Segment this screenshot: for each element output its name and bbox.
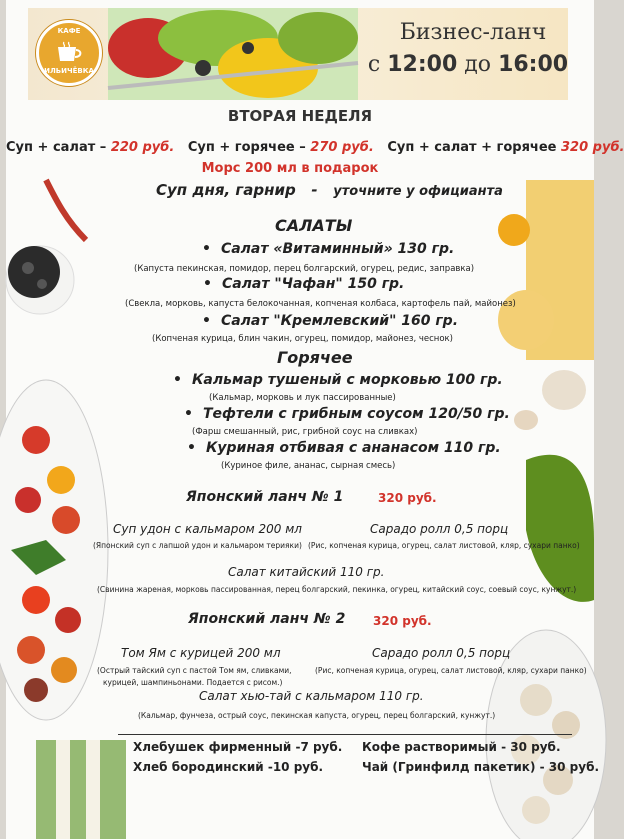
hot-desc-1: (Кальмар, морковь и лук пассированные) <box>209 393 396 403</box>
logo-top-text: КАФЕ <box>57 27 81 35</box>
extra-item-1: Хлебушек фирменный -7 руб. <box>133 740 343 754</box>
extra-item-2: Кофе растворимый - 30 руб. <box>362 740 561 754</box>
banner-time <box>353 52 583 77</box>
soup-dash: - <box>311 181 318 199</box>
extra-item-4: Чай (Гринфилд пакетик) - 30 руб. <box>362 760 599 774</box>
japan2-right-desc: (Рис, копченая курица, огурец, салат листовой, кляр, сухари панко) <box>315 666 587 675</box>
salad-item-2: • Салат "Чафан" 150 гр. <box>203 276 404 292</box>
hot-item-2: • Тефтели с грибным соусом 120/50 гр. <box>184 406 510 422</box>
price-value-3: 320 руб. <box>561 140 624 155</box>
soup-label: Суп дня, гарнир <box>156 181 296 199</box>
logo-bottom-text: ИЛЬИЧЁВКА <box>44 67 94 75</box>
coffee-cup-icon <box>55 41 83 63</box>
japan2-left-desc-1: (Острый тайский суп с пастой Том ям, сливками, <box>97 666 292 675</box>
soup-hint: уточните у официанта <box>333 184 503 199</box>
hot-desc-2: (Фарш смешанный, рис, грибной соус на сливках) <box>192 427 418 437</box>
japan1-center-name: Салат китайский 110 гр. <box>228 565 385 579</box>
price-label-1: Суп + салат – <box>6 140 107 155</box>
japan2-left-desc-2: курицей, шампиньонами. Подается с рисом.) <box>103 678 283 687</box>
price-label-2: Суп + горячее – <box>187 140 306 155</box>
japan2-center-desc: (Кальмар, фунчеза, острый соус, пекинская капуста, огурец, перец болгарский, кунжут.) <box>138 711 496 720</box>
price-label-3: Суп + салат + горячее <box>387 140 557 155</box>
japan1-price: 320 руб. <box>378 491 437 505</box>
hot-item-3: • Куриная отбивая с ананасом 110 гр. <box>187 440 501 456</box>
japan2-price: 320 руб. <box>373 614 432 628</box>
gift-text: Морс 200 мл в подарок <box>201 161 379 176</box>
time-from: 12:00 <box>387 52 458 77</box>
divider-line <box>118 734 572 735</box>
japan1-title: Японский ланч № 1 <box>186 489 344 505</box>
banner <box>28 8 568 100</box>
japan1-left-name: Суп удон с кальмаром 200 мл <box>113 522 302 536</box>
salad-photo <box>108 8 358 100</box>
salad-item-3: • Салат "Кремлевский" 160 гр. <box>202 313 458 329</box>
soup-line <box>156 181 503 199</box>
food-decoration-left <box>6 180 126 839</box>
menu-sheet <box>6 0 624 839</box>
price-line <box>6 140 624 155</box>
hot-title: Горячее <box>277 348 353 367</box>
hot-item-1: • Кальмар тушеный с морковью 100 гр. <box>173 372 503 388</box>
banner-title: Бизнес-ланч <box>399 20 547 45</box>
salad-item-1: • Салат «Витаминный» 130 гр. <box>202 241 454 257</box>
hot-desc-3: (Куриное филе, ананас, сырная смесь) <box>221 461 396 471</box>
week-title: ВТОРАЯ НЕДЕЛЯ <box>227 107 373 125</box>
cafe-logo <box>36 20 102 86</box>
salads-title: САЛАТЫ <box>275 216 353 235</box>
salad-desc-1: (Капуста пекинская, помидор, перец болгарский, огурец, редис, заправка) <box>134 264 475 274</box>
japan1-left-desc: (Японский суп с лапшой удон и кальмаром терияки) <box>93 541 302 550</box>
price-value-1: 220 руб. <box>110 140 175 155</box>
japan2-right-name: Сарадо ролл 0,5 порц <box>372 646 511 660</box>
japan2-center-name: Салат хью-тай с кальмаром 110 гр. <box>199 689 424 703</box>
japan2-title: Японский ланч № 2 <box>188 611 346 627</box>
japan1-right-desc: (Рис, копченая курица, огурец, салат листовой, кляр, сухари панко) <box>308 541 580 550</box>
time-from-word: с <box>367 52 381 77</box>
salad-desc-3: (Копченая курица, блин чакин, огурец, помидор, майонез, чеснок) <box>152 334 454 344</box>
price-value-2: 270 руб. <box>310 140 374 155</box>
salad-desc-2: (Свекла, морковь, капуста белокочанная, копченая колбаса, картофель пай, майонез) <box>125 299 516 309</box>
time-to-word: до <box>464 52 492 77</box>
extra-item-3: Хлеб бородинский -10 руб. <box>133 760 324 774</box>
japan2-left-name: Том Ям с курицей 200 мл <box>121 646 281 660</box>
japan1-right-name: Сарадо ролл 0,5 порц <box>370 522 509 536</box>
japan1-center-desc: (Свинина жареная, морковь пассированная, перец болгарский, пекинка, огурец, китайский соус, соевый соус, кунжут.) <box>97 585 577 594</box>
time-to: 16:00 <box>498 52 569 77</box>
